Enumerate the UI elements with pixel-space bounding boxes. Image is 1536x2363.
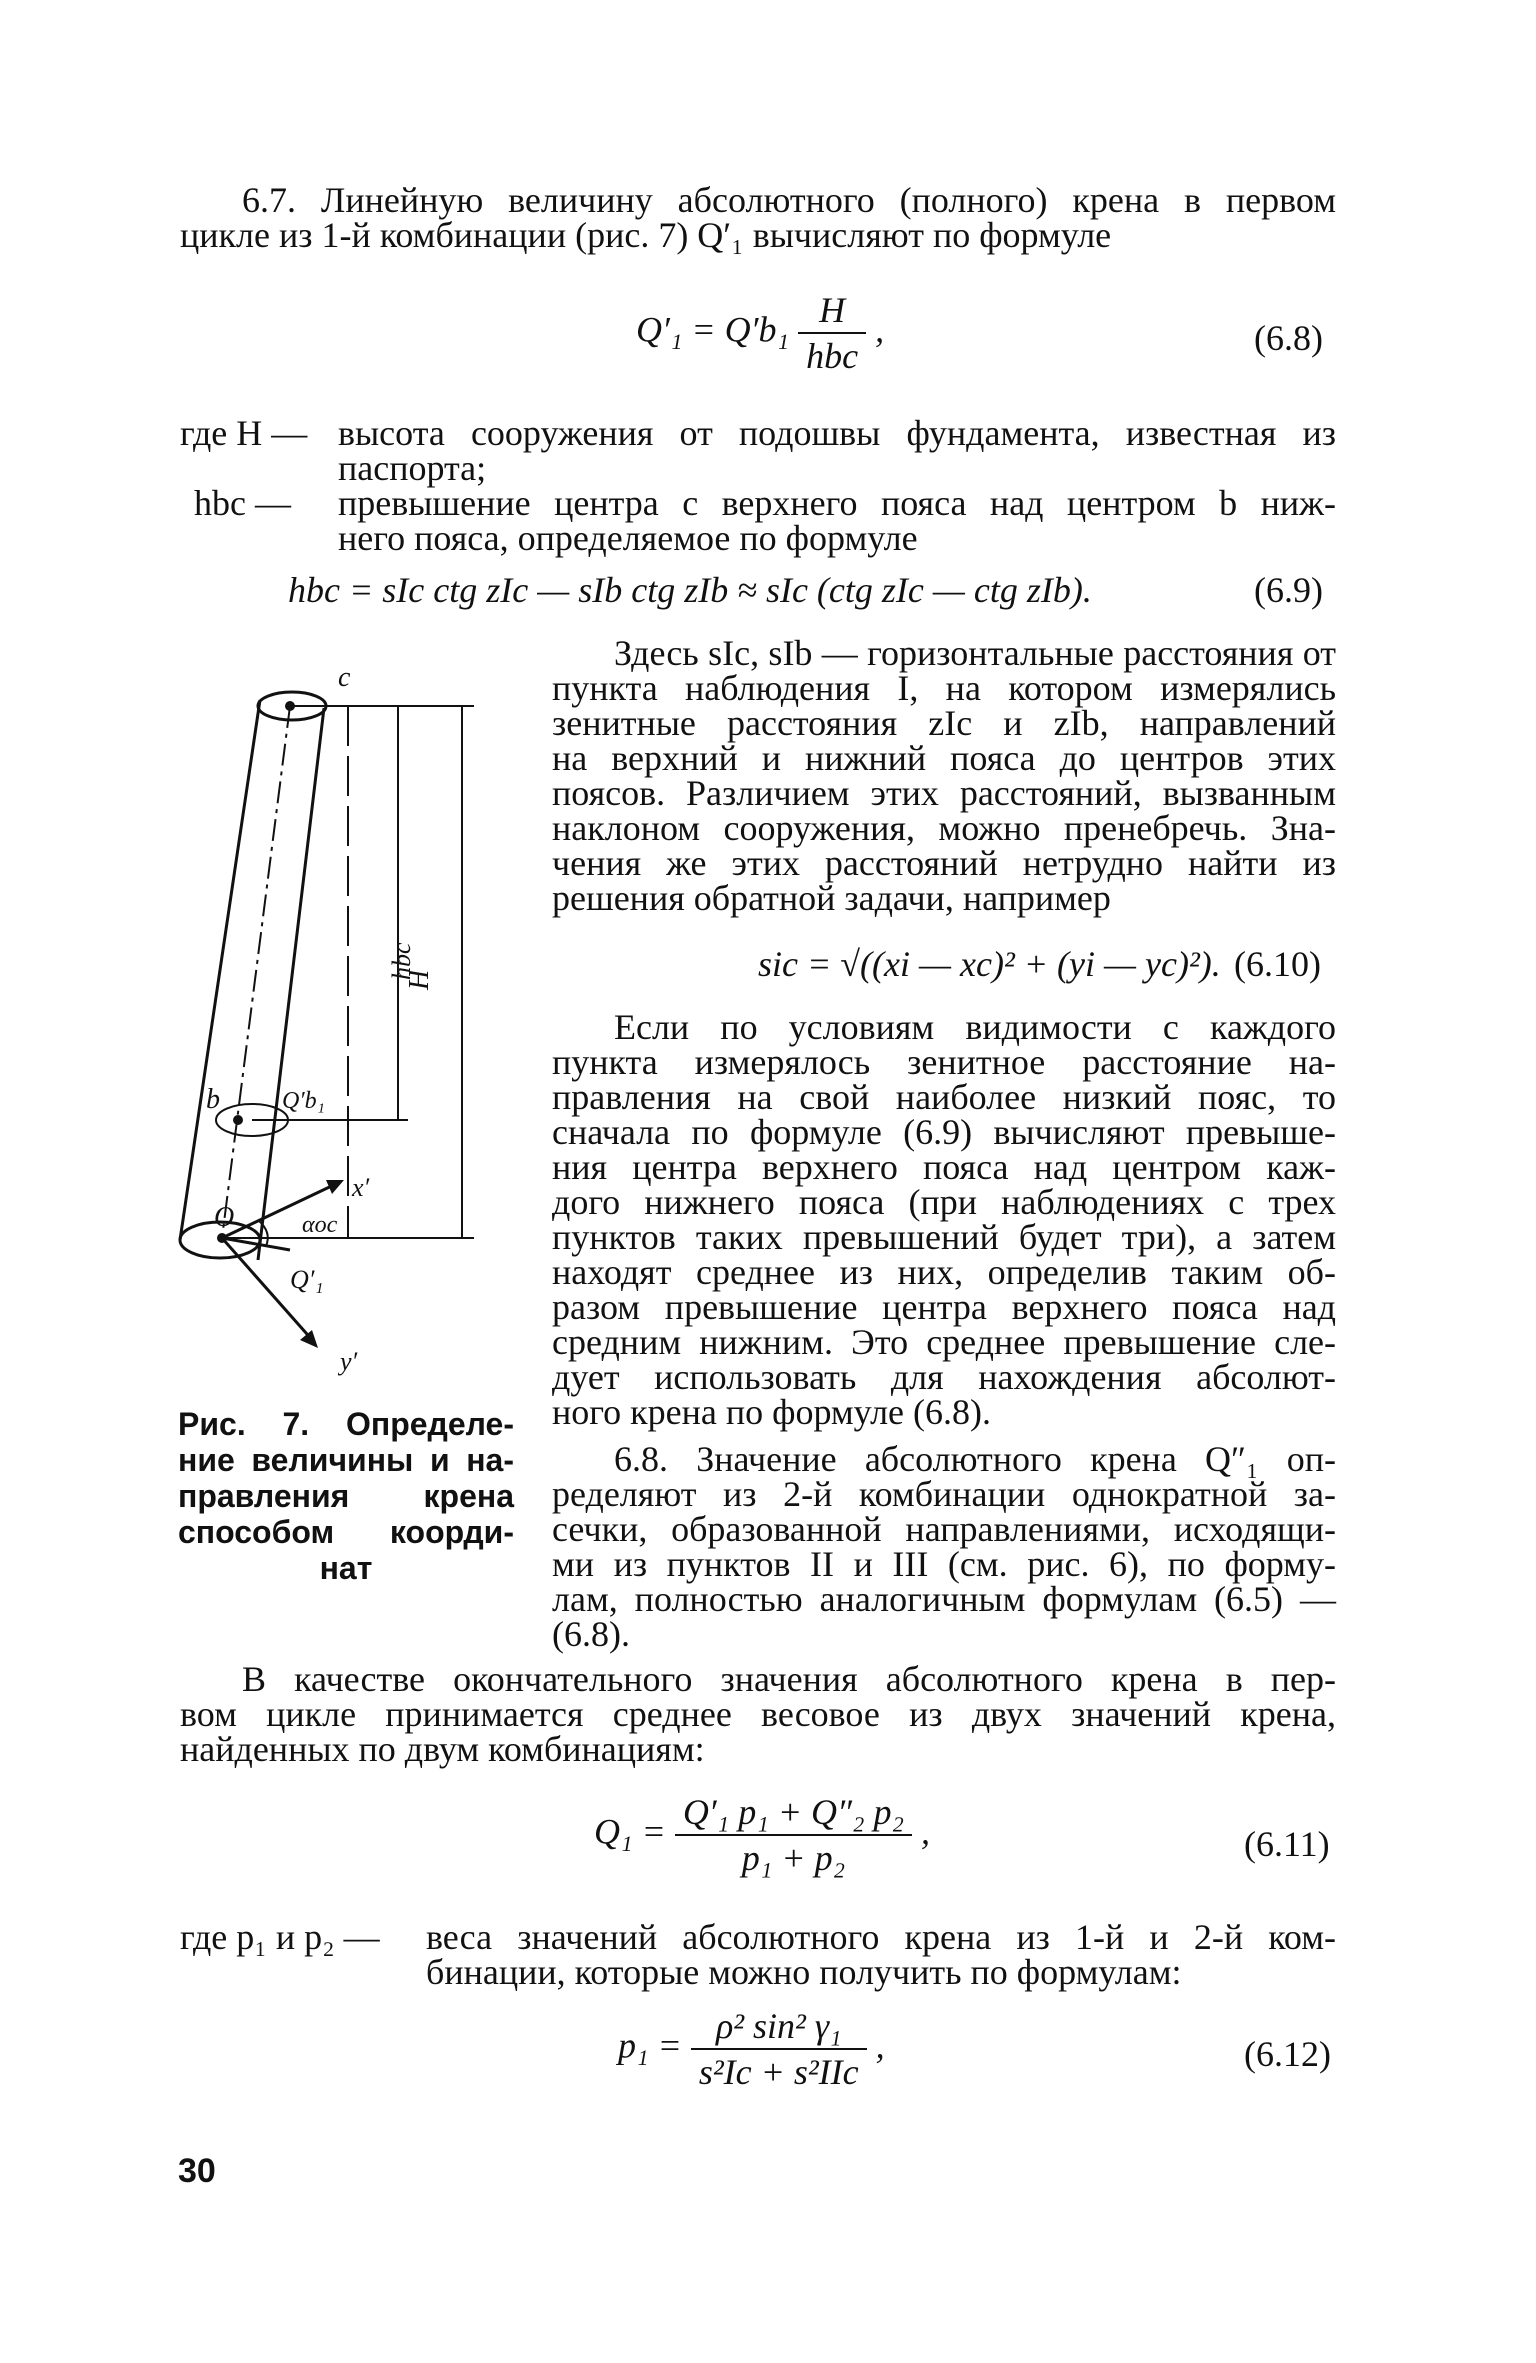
text-line: ния центра верхнего пояса над центром каж- xyxy=(552,1147,1336,1187)
text-line: сечки, образованной направлениями, исходящи- xyxy=(552,1509,1336,1549)
definition-weights xyxy=(180,1917,1336,1992)
caption-line: Рис. 7. Определе- xyxy=(178,1406,514,1442)
label-b: b xyxy=(206,1084,220,1115)
definition-H xyxy=(180,413,1336,488)
tower-outline xyxy=(180,700,324,1260)
text-line: цикле из 1-й комбинации (рис. 7) Q′₁ вычисляют по формуле xyxy=(180,215,1112,255)
text-line: Если по условиям видимости с каждого xyxy=(614,1007,1336,1047)
equation-number-6-8: (6.8) xyxy=(1254,318,1323,358)
axis-y-arrowhead xyxy=(300,1330,318,1348)
text-line: него пояса, определяемое по формуле xyxy=(338,518,918,558)
text-line: решения обратной задачи, например xyxy=(552,878,1111,918)
text-line: сначала по формуле (6.9) вычисляют превыше- xyxy=(552,1112,1336,1152)
equation-tail: , xyxy=(921,1811,931,1852)
point-c xyxy=(285,701,295,711)
text-line: вом цикле принимается среднее весовое из двух значений крена, xyxy=(180,1694,1336,1734)
fraction-numerator: Q′₁ p₁ + Q″₂ p₂ xyxy=(675,1792,912,1836)
text-line: чения же этих расстояний нетрудно найти из xyxy=(552,843,1336,883)
paragraph-6-8 xyxy=(552,1439,1336,1654)
equation-6-12 xyxy=(618,2006,885,2092)
text-line: находят среднее из них, определив таким об- xyxy=(552,1252,1336,1292)
text-line: ного крена по формуле (6.8). xyxy=(552,1392,992,1432)
text-line: 6.8. Значение абсолютного крена Q″₁ оп- xyxy=(614,1439,1336,1479)
label-alpha: αoc xyxy=(302,1212,338,1238)
label-y: y′ xyxy=(340,1347,358,1376)
text-line: разом превышение центра верхнего пояса над xyxy=(552,1287,1336,1327)
equation-lhs: p₁ = xyxy=(618,2025,682,2066)
equation-6-8 xyxy=(636,290,884,376)
text-line: пункта наблюдения I, на котором измерялись xyxy=(552,668,1336,708)
fraction-denominator: s²Ic + s²IIc xyxy=(698,2052,859,2092)
text-line: поясов. Различием этих расстояний, вызванным xyxy=(552,773,1336,813)
fraction-numerator: ρ² sin² γ₁ xyxy=(691,2006,867,2050)
text-line: паспорта; xyxy=(338,448,487,488)
text-line: превышение центра c верхнего пояса над центром b ниж- xyxy=(338,483,1336,523)
equation-fraction xyxy=(691,2006,867,2092)
text-line: ределяют из 2-й комбинации однократной за- xyxy=(552,1474,1336,1514)
equation-6-11 xyxy=(594,1792,930,1878)
text-line: пункта измерялось зенитное расстояние на- xyxy=(552,1042,1336,1082)
fraction-denominator: hbc xyxy=(806,336,859,376)
text-line: пунктов таких превышений будет три), а затем xyxy=(552,1217,1336,1257)
equation-number-6-11: (6.11) xyxy=(1244,1824,1330,1864)
definition-hbc xyxy=(180,483,1336,558)
definition-term: где H — xyxy=(180,413,308,453)
text-line: бинации, которые можно получить по формулам: xyxy=(426,1952,1182,1992)
equation-number-6-12: (6.12) xyxy=(1244,2034,1331,2074)
paragraph-visibility xyxy=(552,1007,1336,1432)
label-O: O xyxy=(214,1202,235,1233)
figure-7-tilted-tower xyxy=(162,660,492,1390)
tower-axis xyxy=(222,706,290,1238)
point-b xyxy=(233,1115,243,1125)
text-line: зенитные расстояния zIc и zIb, направлений xyxy=(552,703,1336,743)
label-c: c xyxy=(338,662,351,693)
text-line: средним нижним. Это среднее превышение сле- xyxy=(552,1322,1336,1362)
text-line: правления на свой наиболее низкий пояс, то xyxy=(552,1077,1336,1117)
text-line: лам, полностью аналогичным формулам (6.5) — xyxy=(552,1579,1336,1619)
text-line: высота сооружения от подошвы фундамента, известная из xyxy=(338,413,1336,453)
paragraph-6-7 xyxy=(180,180,1336,255)
label-x: x′ xyxy=(352,1173,370,1202)
equation-number-6-10: (6.10) xyxy=(1234,944,1321,984)
text-line: на верхний и нижний пояса до центров этих xyxy=(552,738,1336,778)
label-Q1: Q′₁ xyxy=(290,1265,324,1294)
caption-line: нат xyxy=(319,1550,373,1586)
equation-lhs: Q′₁ = Q′b₁ xyxy=(636,309,790,350)
fraction-denominator: p₁ + p₂ xyxy=(741,1838,846,1878)
text-line: найденных по двум комбинациям: xyxy=(180,1729,705,1769)
equation-tail: , xyxy=(875,309,885,350)
text-line: дого нижнего пояса (при наблюдениях с трех xyxy=(552,1182,1336,1222)
equation-tail: , xyxy=(875,2025,885,2066)
text-line: ми из пунктов II и III (см. рис. 6), по форму- xyxy=(552,1544,1336,1584)
text-line: В качестве окончательного значения абсолютного крена в пер- xyxy=(242,1659,1336,1699)
caption-line: правления крена xyxy=(178,1478,514,1514)
text-line: веса значений абсолютного крена из 1-й и 2-й ком- xyxy=(426,1917,1336,1957)
equation-fraction xyxy=(798,290,866,376)
text-line: наклоном сооружения, можно пренебречь. Зна- xyxy=(552,808,1336,848)
label-Qb: Q′b₁ xyxy=(282,1088,325,1114)
label-H: H xyxy=(404,969,435,990)
text-line: 6.7. Линейную величину абсолютного (полного) крена в первом xyxy=(242,180,1336,220)
equation-fraction xyxy=(675,1792,912,1878)
text-line: дует использовать для нахождения абсолют- xyxy=(552,1357,1336,1397)
figure-7-caption xyxy=(178,1406,514,1586)
text-line: Здесь sIc, sIb — горизонтальные расстояния от xyxy=(614,633,1336,673)
paragraph-final xyxy=(180,1659,1336,1769)
fraction-numerator: H xyxy=(798,290,866,334)
definition-term: hbc — xyxy=(194,483,291,523)
equation-6-9: hbc = sIc ctg zIc — sIb ctg zIb ≈ sIc (ctg zIc — ctg zIb). xyxy=(288,570,1092,610)
equation-6-10: sic = √((xi — xc)² + (yi — yc)²). xyxy=(758,944,1221,984)
paragraph-here xyxy=(552,633,1336,918)
text-line: (6.8). xyxy=(552,1614,630,1654)
caption-line: ние величины и на- xyxy=(178,1442,514,1478)
definition-term: где p₁ и p₂ — xyxy=(180,1917,380,1957)
equation-lhs: Q₁ = xyxy=(594,1811,666,1852)
label-hbc: hbc xyxy=(387,942,416,980)
equation-number-6-9: (6.9) xyxy=(1254,570,1323,610)
page-number: 30 xyxy=(178,2152,216,2190)
caption-line: способом коорди- xyxy=(178,1514,514,1550)
